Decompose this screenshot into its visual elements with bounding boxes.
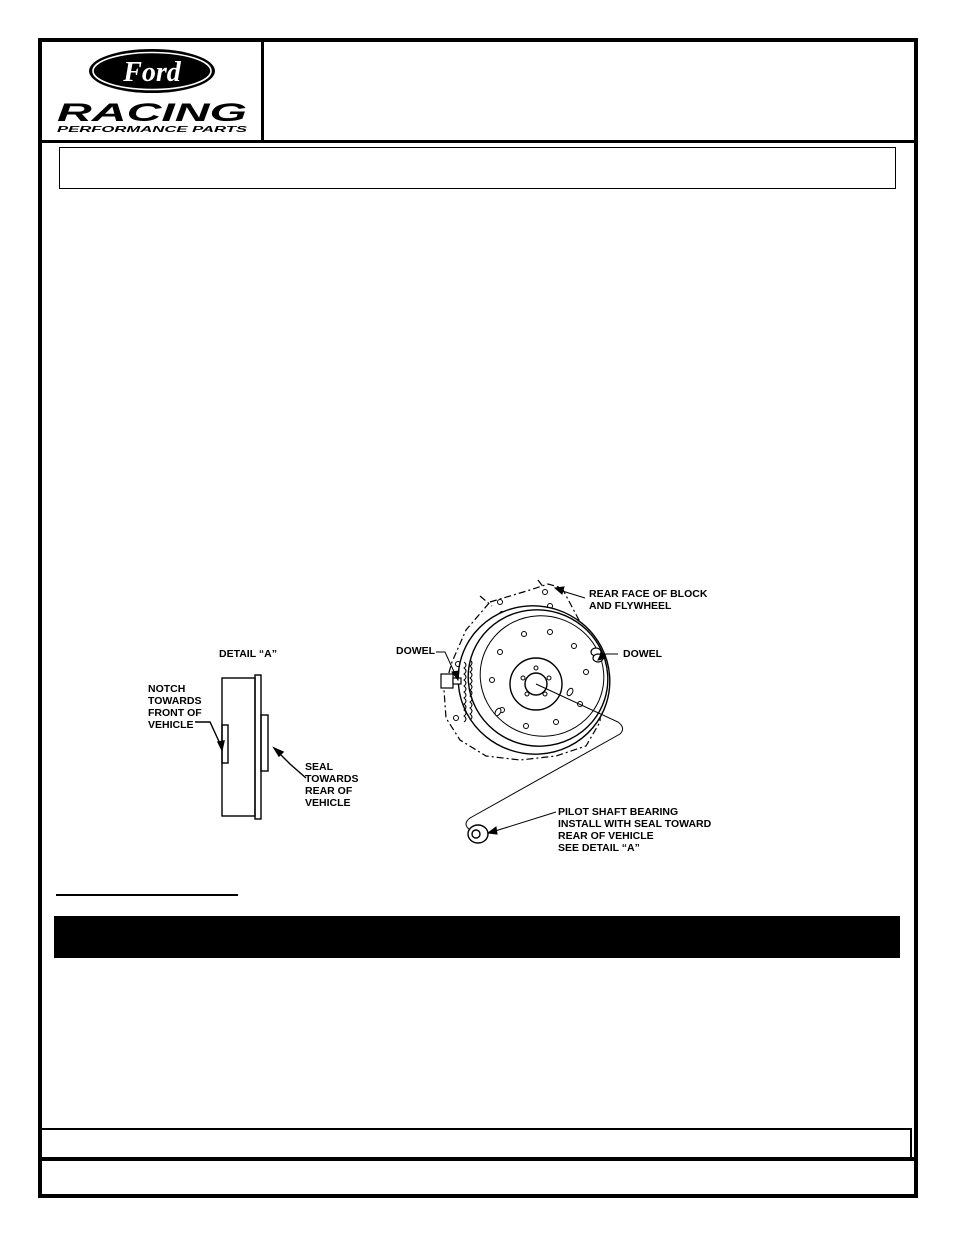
header-divider: [42, 140, 914, 143]
notch-label: NOTCH TOWARDS FRONT OF VEHICLE: [148, 683, 202, 731]
installation-figure: [140, 572, 720, 870]
rear-face-label: REAR FACE OF BLOCK AND FLYWHEEL: [589, 588, 708, 612]
bearing-seal: [261, 715, 268, 771]
logo-main-text: RACING: [57, 99, 247, 127]
logo-sub-text: PERFORMANCE PARTS: [57, 125, 249, 134]
ford-racing-logo: [42, 42, 261, 140]
bearing-label: PILOT SHAFT BEARING INSTALL WITH SEAL TOWARD REAR OF VEHICLE SEE DETAIL “A”: [558, 806, 712, 854]
black-heading-bar: [54, 916, 900, 958]
pilot-bearing-exploded: [468, 825, 488, 843]
bearing-flange: [255, 675, 261, 819]
flywheel: [439, 586, 629, 774]
logo-panel: [42, 42, 264, 140]
detail-a-drawing: [195, 675, 306, 819]
footer-divider-top: [42, 1128, 912, 1130]
section-underline: [56, 894, 238, 896]
detail-a-title: DETAIL “A”: [219, 648, 277, 660]
bearing-body: [222, 678, 255, 816]
title-box: [59, 147, 896, 189]
seal-label: SEAL TOWARDS REAR OF VEHICLE: [305, 761, 359, 809]
logo-oval-text: Ford: [123, 57, 181, 88]
footer-divider-bottom: [42, 1157, 914, 1161]
dowel-right-label: DOWEL: [623, 648, 663, 660]
dowel-left-label: DOWEL: [396, 645, 436, 657]
footer-divider-right: [910, 1128, 912, 1158]
